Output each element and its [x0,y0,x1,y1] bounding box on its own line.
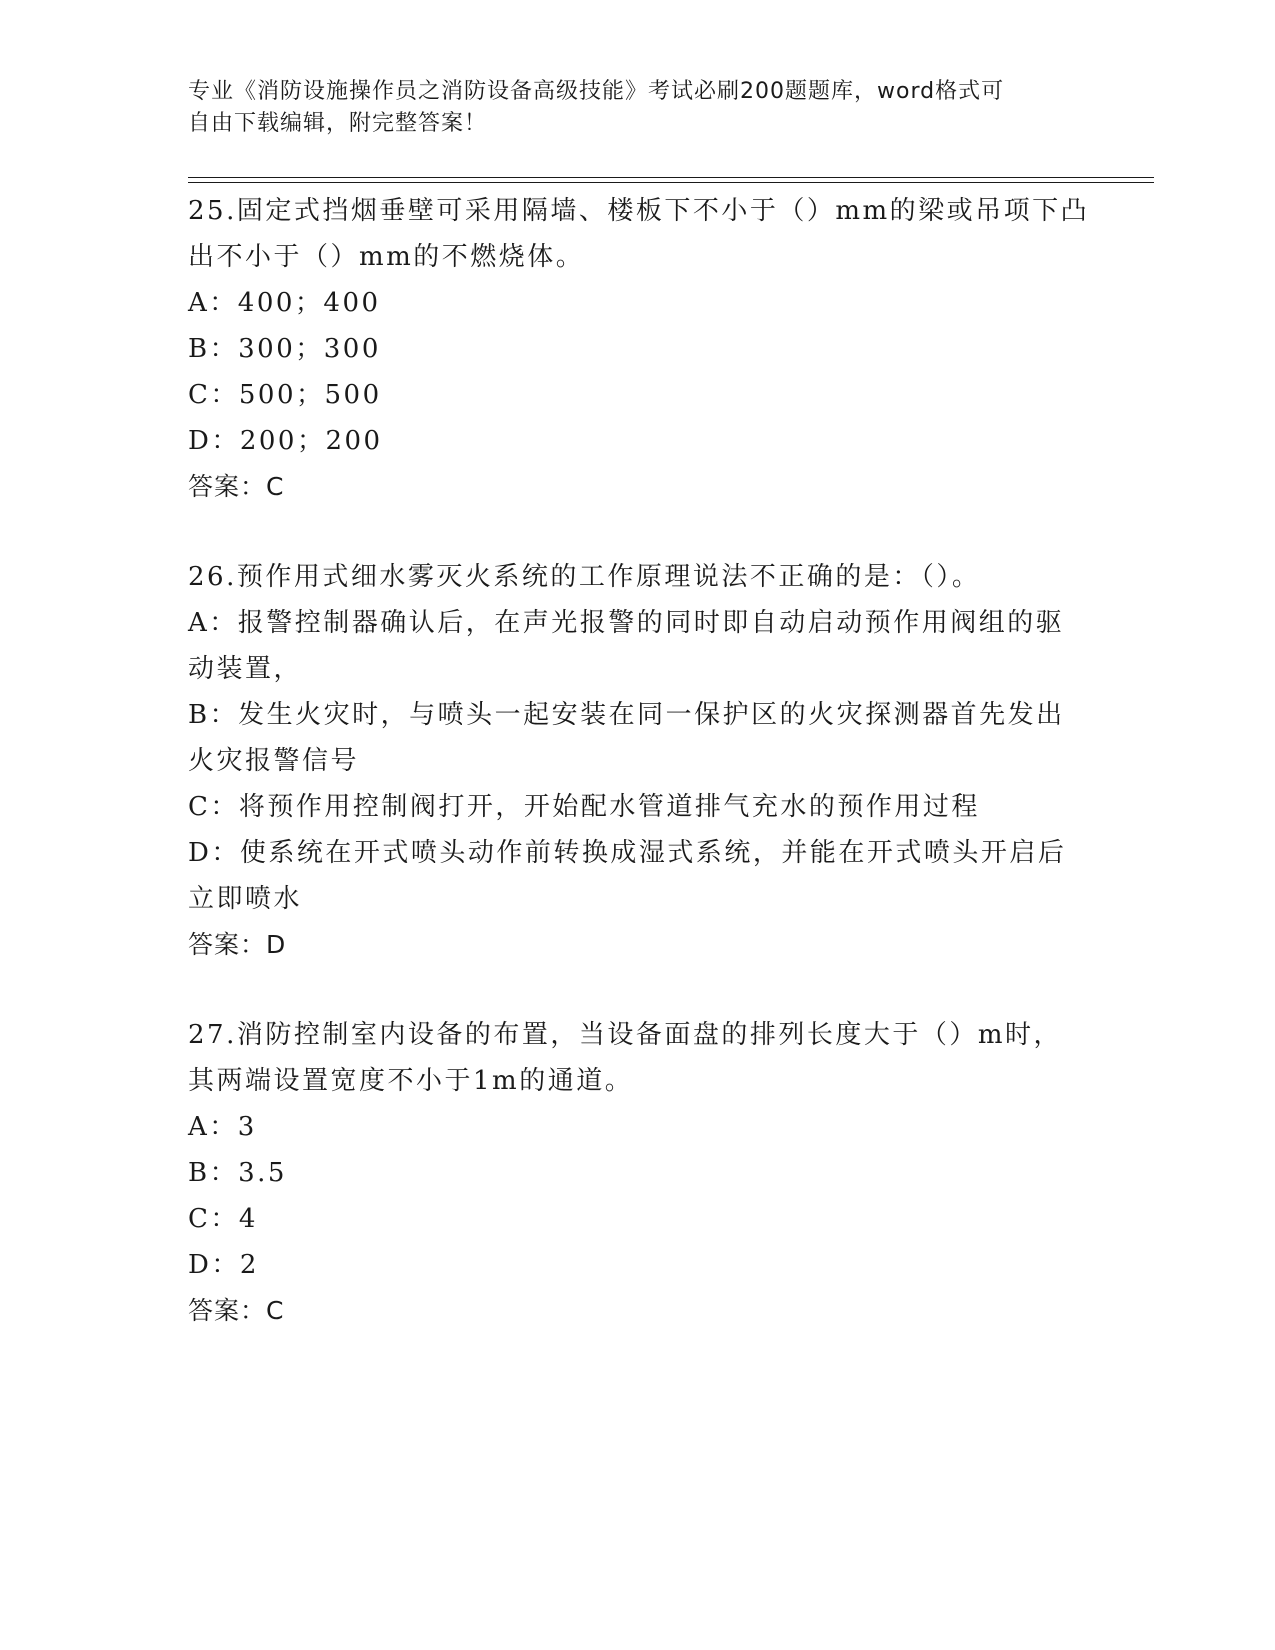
option-c: C：将预作用控制阀打开，开始配水管道排气充水的预作用过程 [188,792,980,822]
option-d: D：使系统在开式喷头动作前转换成湿式系统，并能在开式喷头开启后 [188,838,1067,868]
option-c: C：4 [188,1204,258,1234]
question-stem-line: 26.预作用式细水雾灭火系统的工作原理说法不正确的是：（）。 [188,562,981,592]
header-divider-bottom [188,182,1154,183]
answer-line: 答案：C [188,472,285,501]
option-b: B：发生火灾时，与喷头一起安装在同一保护区的火灾探测器首先发出 [188,700,1065,730]
question-stem-line: 27.消防控制室内设备的布置，当设备面盘的排列长度大于（）m时， [188,1020,1063,1050]
question-list [188,188,1088,1334]
question-27 [188,1012,1088,1334]
question-spacer [188,510,1088,554]
answer-line: 答案：D [188,930,287,959]
document-header [188,76,1088,140]
option-a: A：报警控制器确认后，在声光报警的同时即自动启动预作用阀组的驱 [188,608,1065,638]
option-a: A：400；400 [188,288,381,318]
question-stem-line: 出不小于（）mm的不燃烧体。 [188,242,585,272]
header-line-1: 专业《消防设施操作员之消防设备高级技能》考试必刷200题题库，word格式可 [188,79,1005,104]
option-d-continued: 立即喷水 [188,884,303,914]
option-b: B：300；300 [188,334,381,364]
question-spacer [188,968,1088,1012]
header-divider-top [188,177,1154,178]
question-26 [188,554,1088,968]
option-b: B：3.5 [188,1158,287,1188]
option-a: A：3 [188,1112,257,1142]
option-d: D：2 [188,1250,259,1280]
option-d: D：200；200 [188,426,383,456]
answer-line: 答案：C [188,1296,285,1325]
question-stem-line: 其两端设置宽度不小于1m的通道。 [188,1066,634,1096]
question-25 [188,188,1088,510]
option-b-continued: 火灾报警信号 [188,746,360,776]
option-a-continued: 动装置， [188,654,303,684]
question-stem-line: 25.固定式挡烟垂壁可采用隔墙、楼板下不小于（）mm的梁或吊项下凸 [188,196,1090,226]
header-line-2: 自由下载编辑，附完整答案！ [188,111,488,136]
option-c: C：500；500 [188,380,382,410]
